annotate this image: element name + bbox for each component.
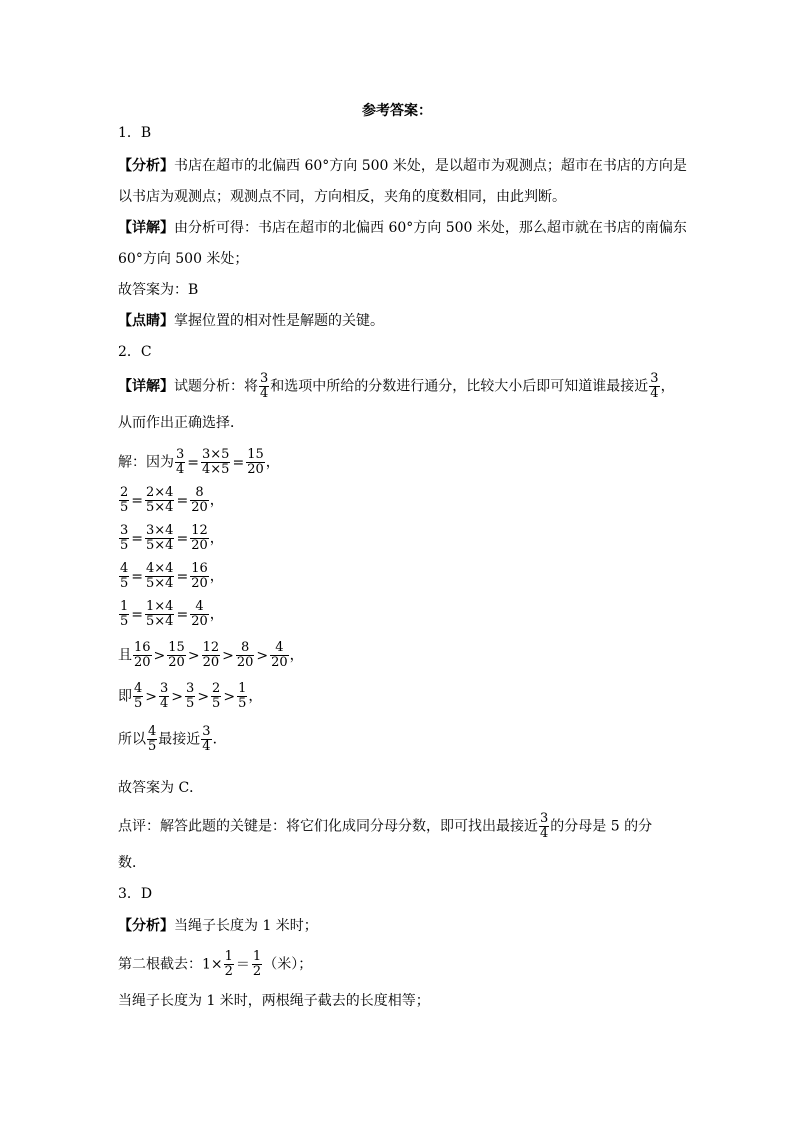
fraction: $\frac{3}{4}$: [650, 371, 659, 401]
fraction: $\frac{12}{20}$: [191, 523, 208, 553]
fraction: $\frac{3}{4}$: [176, 447, 185, 477]
q1-detail-line-1: 【详解】由分析可得：书店在超市的北偏西 60°方向 500 米处，那么超市就在书店的南偏东: [118, 220, 687, 236]
fraction: $\frac{8}{20}$: [236, 640, 254, 670]
fraction: $\frac{16}{20}$: [134, 640, 151, 670]
fraction: $\frac{12}{20}$: [202, 640, 220, 670]
fraction: $\frac{3\times 5}{4\times 5}$: [202, 447, 230, 477]
fraction: $\frac{8}{20}$: [191, 485, 208, 515]
q3-line-3: 当绳子长度为 1 米时，两根绳子截去的长度相等；: [118, 993, 430, 1009]
fraction: $\frac{3}{5}$: [186, 681, 195, 711]
q2-eq-1: 解：因为 $\frac{3}{4}$ = $\frac{3\times 5}{4\times 5}$ = $\frac{15}{20}$ ，: [118, 447, 280, 477]
q2-eq-4: $\frac{4}{5}$ = $\frac{4\times 4}{5\times 4}$ = $\frac{16}{20}$ ，: [120, 561, 224, 591]
q2-eq-3: $\frac{3}{5}$ = $\frac{3\times 4}{5\times 4}$ = $\frac{12}{20}$ ，: [120, 523, 224, 553]
q1-remark: 【点睛】掌握位置的相对性是解题的关键。: [118, 313, 384, 329]
q1-number: 1．B: [118, 125, 152, 141]
q2-compare-2: 即 $\frac{4}{5}$ > $\frac{3}{4}$ > $\frac{3}{5}$ > $\frac{2}{5}$ > $\frac{1}{5}$ ，: [118, 681, 263, 711]
q2-comment-line-1: 点评：解答此题的关键是：将它们化成同分母分数，即可找出最接近 $\frac{3}{4}$ 的分母是 5 的分: [118, 811, 653, 841]
q2-eq-2: $\frac{2}{5}$ = $\frac{2\times 4}{5\times 4}$ = $\frac{8}{20}$ ，: [120, 485, 224, 515]
remark-tag: 【点睛】: [118, 313, 174, 329]
fraction: $\frac{1}{5}$: [238, 681, 247, 711]
detail-tag: 【详解】: [118, 378, 174, 395]
q3-second-rope: 第二根截去：1× $\frac{1}{2}$ ＝ $\frac{1}{2}$ （米）；: [118, 949, 313, 979]
fraction: $\frac{3\times 4}{5\times 4}$: [146, 523, 174, 553]
fraction: $\frac{3}{5}$: [120, 523, 129, 553]
q2-detail-line-2: 从而作出正确选择．: [118, 415, 244, 431]
q3-number: 3．D: [118, 886, 153, 902]
fraction: $\frac{1}{2}$: [252, 949, 262, 979]
q3-analysis: 【分析】当绳子长度为 1 米时；: [118, 918, 318, 934]
fraction: $\frac{16}{20}$: [191, 561, 208, 591]
fraction: $\frac{1}{2}$: [224, 949, 233, 979]
q1-analysis-line-2: 以书店为观测点；观测点不同，方向相反，夹角的度数相同，由此判断。: [118, 189, 566, 205]
fraction: $\frac{4}{20}$: [191, 599, 208, 629]
q2-conclusion: 所以 $\frac{4}{5}$ 最接近 $\frac{3}{4}$ ．: [118, 724, 227, 754]
q2-eq-5: $\frac{1}{5}$ = $\frac{1\times 4}{5\times 4}$ = $\frac{4}{20}$ ，: [120, 599, 224, 629]
fraction: $\frac{15}{20}$: [168, 640, 185, 670]
fraction: $\frac{4\times 4}{5\times 4}$: [146, 561, 174, 591]
fraction: $\frac{2}{5}$: [120, 485, 129, 515]
fraction: $\frac{2}{5}$: [212, 681, 221, 711]
q2-number: 2．C: [118, 344, 152, 360]
page-title: 参考答案：: [362, 103, 432, 119]
q1-detail-line-2: 60°方向 500 米处；: [118, 251, 249, 267]
fraction: $\frac{1\times 4}{5\times 4}$: [146, 599, 174, 629]
q2-detail-line-1: 【详解】试题分析：将 $\frac{3}{4}$ 和选项中所给的分数进行通分，比较大小后即可知道谁最接近 $\frac{3}{4}$ ，: [118, 371, 675, 401]
analysis-tag: 【分析】: [118, 918, 174, 934]
q2-compare-1: 且 $\frac{16}{20}$ > $\frac{15}{20}$ > $\frac{12}{20}$ > $\frac{8}{20}$ > $\frac{4}{20}$ ，: [118, 640, 304, 670]
fraction: $\frac{3}{4}$: [202, 724, 211, 754]
fraction: $\frac{2\times 4}{5\times 4}$: [146, 485, 174, 515]
fraction: $\frac{15}{20}$: [247, 447, 264, 477]
fraction: $\frac{4}{5}$: [148, 724, 157, 754]
q2-comment-line-2: 数．: [118, 855, 146, 871]
fraction: $\frac{4}{5}$: [120, 561, 129, 591]
fraction: $\frac{4}{20}$: [271, 640, 288, 670]
fraction: $\frac{1}{5}$: [120, 599, 129, 629]
fraction: $\frac{3}{4}$: [160, 681, 169, 711]
fraction: $\frac{3}{4}$: [260, 371, 269, 401]
fraction: $\frac{3}{4}$: [540, 811, 549, 841]
fraction: $\frac{4}{5}$: [134, 681, 143, 711]
q1-analysis-line-1: 【分析】书店在超市的北偏西 60°方向 500 米处，是以超市为观测点；超市在书店的方向是: [118, 158, 687, 174]
q1-answer: 故答案为：B: [118, 282, 199, 298]
analysis-tag: 【分析】: [118, 158, 174, 174]
detail-tag: 【详解】: [118, 220, 174, 236]
q2-answer: 故答案为 C．: [118, 780, 204, 796]
